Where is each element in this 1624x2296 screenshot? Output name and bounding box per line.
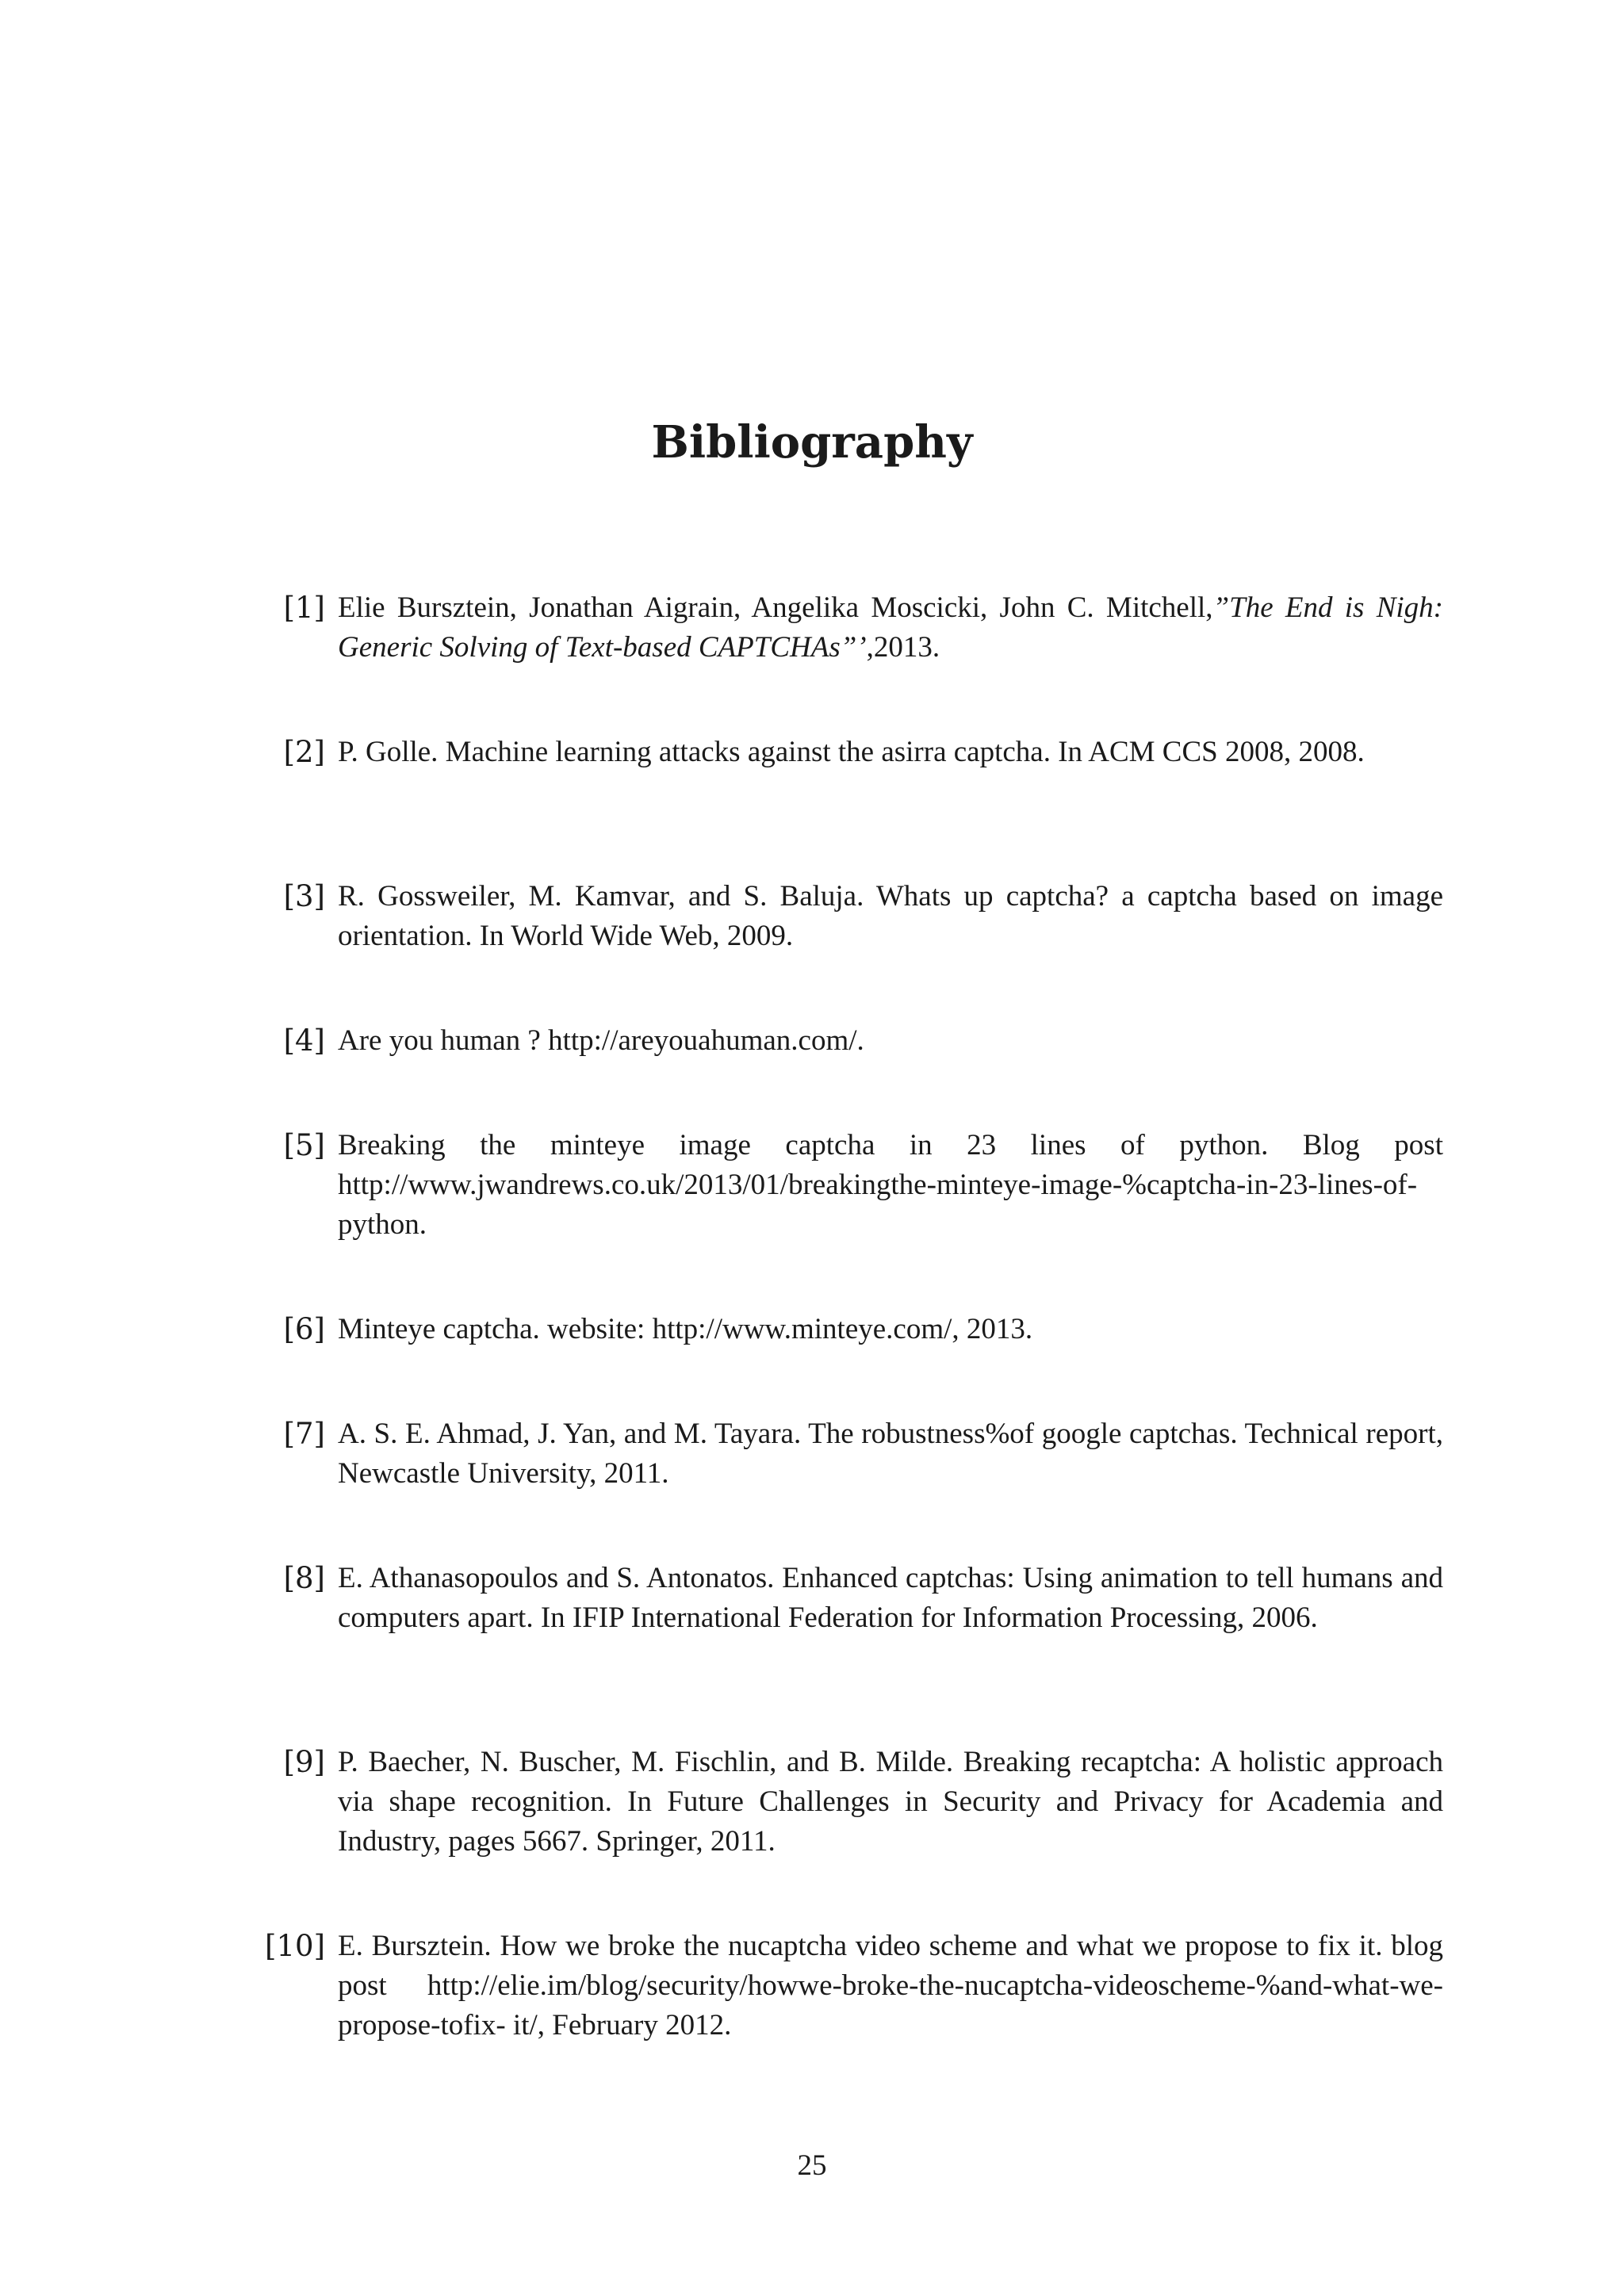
reference-text-main: Minteye captcha. website: http://www.minteye.com/, 2013.	[338, 1313, 1033, 1345]
reference-number: [10]	[265, 1929, 325, 1963]
reference-text	[338, 1743, 1443, 1862]
reference-text-main: A. S. E. Ahmad, J. Yan, and M. Tayara. The robustness%of google captchas. Technical report, Newcastle University, 2011.	[338, 1418, 1443, 1490]
reference-text	[338, 1414, 1443, 1494]
reference-text	[338, 588, 1443, 668]
reference-text-main: P. Golle. Machine learning attacks against the asirra captcha. In ACM CCS 2008, 2008.	[338, 736, 1365, 768]
reference-text-main: P. Baecher, N. Buscher, M. Fischlin, and B. Milde. Breaking recaptcha: A holistic approach via shape recognition. In Future Challenges in Security and Privacy for Academia and Industry, pages 5667. Springer, 2011.	[338, 1746, 1443, 1858]
reference-text-main: Elie Bursztein, Jonathan Aigrain, Angelika Moscicki, John C. Mitchell,	[338, 591, 1213, 624]
reference-number: [7]	[283, 1417, 325, 1451]
reference-text-main: Breaking the minteye image captcha in 23 lines of python. Blog post http://www.jwandrews.co.uk/2013/01/breakingthe-minteye-image-%captcha-in-23-lines-of-python.	[338, 1129, 1443, 1241]
reference-number: [5]	[283, 1128, 325, 1162]
reference-text	[338, 1927, 1443, 2045]
reference-text	[338, 1559, 1443, 1638]
reference-text-main: R. Gossweiler, M. Kamvar, and S. Baluja. Whats up captcha? a captcha based on image orientation. In World Wide Web, 2009.	[338, 880, 1443, 952]
reference-text	[338, 877, 1443, 956]
reference-number: [4]	[283, 1024, 325, 1058]
reference-text	[338, 733, 1443, 772]
reference-text-tail: ,2013.	[866, 631, 940, 664]
reference-number: [1]	[283, 591, 325, 625]
page-title: Bibliography	[651, 416, 973, 469]
reference-text	[338, 1310, 1443, 1349]
reference-text-main: Are you human ? http://areyouahuman.com/.	[338, 1024, 864, 1057]
reference-number: [8]	[283, 1561, 325, 1595]
reference-number: [3]	[283, 879, 325, 913]
page-number: 25	[797, 2149, 827, 2182]
reference-title-italic: ”The End is Nigh: Generic Solving of Text-based CAPTCHAs”’	[338, 591, 1443, 664]
reference-number: [6]	[283, 1312, 325, 1346]
reference-text	[338, 1021, 1443, 1061]
reference-number: [9]	[283, 1745, 325, 1779]
reference-text-main: E. Athanasopoulos and S. Antonatos. Enhanced captchas: Using animation to tell humans and computers apart. In IFIP International Federation for Information Processing, 2006.	[338, 1562, 1443, 1634]
reference-text	[338, 1126, 1443, 1245]
reference-number: [2]	[283, 735, 325, 769]
reference-text-main: E. Bursztein. How we broke the nucaptcha video scheme and what we propose to fix it. blog post http://elie.im/blog/security/howwe-broke-the-nucaptcha-videoscheme-%and-what-we-propose-tofix- it/, February 2012.	[338, 1930, 1443, 2042]
